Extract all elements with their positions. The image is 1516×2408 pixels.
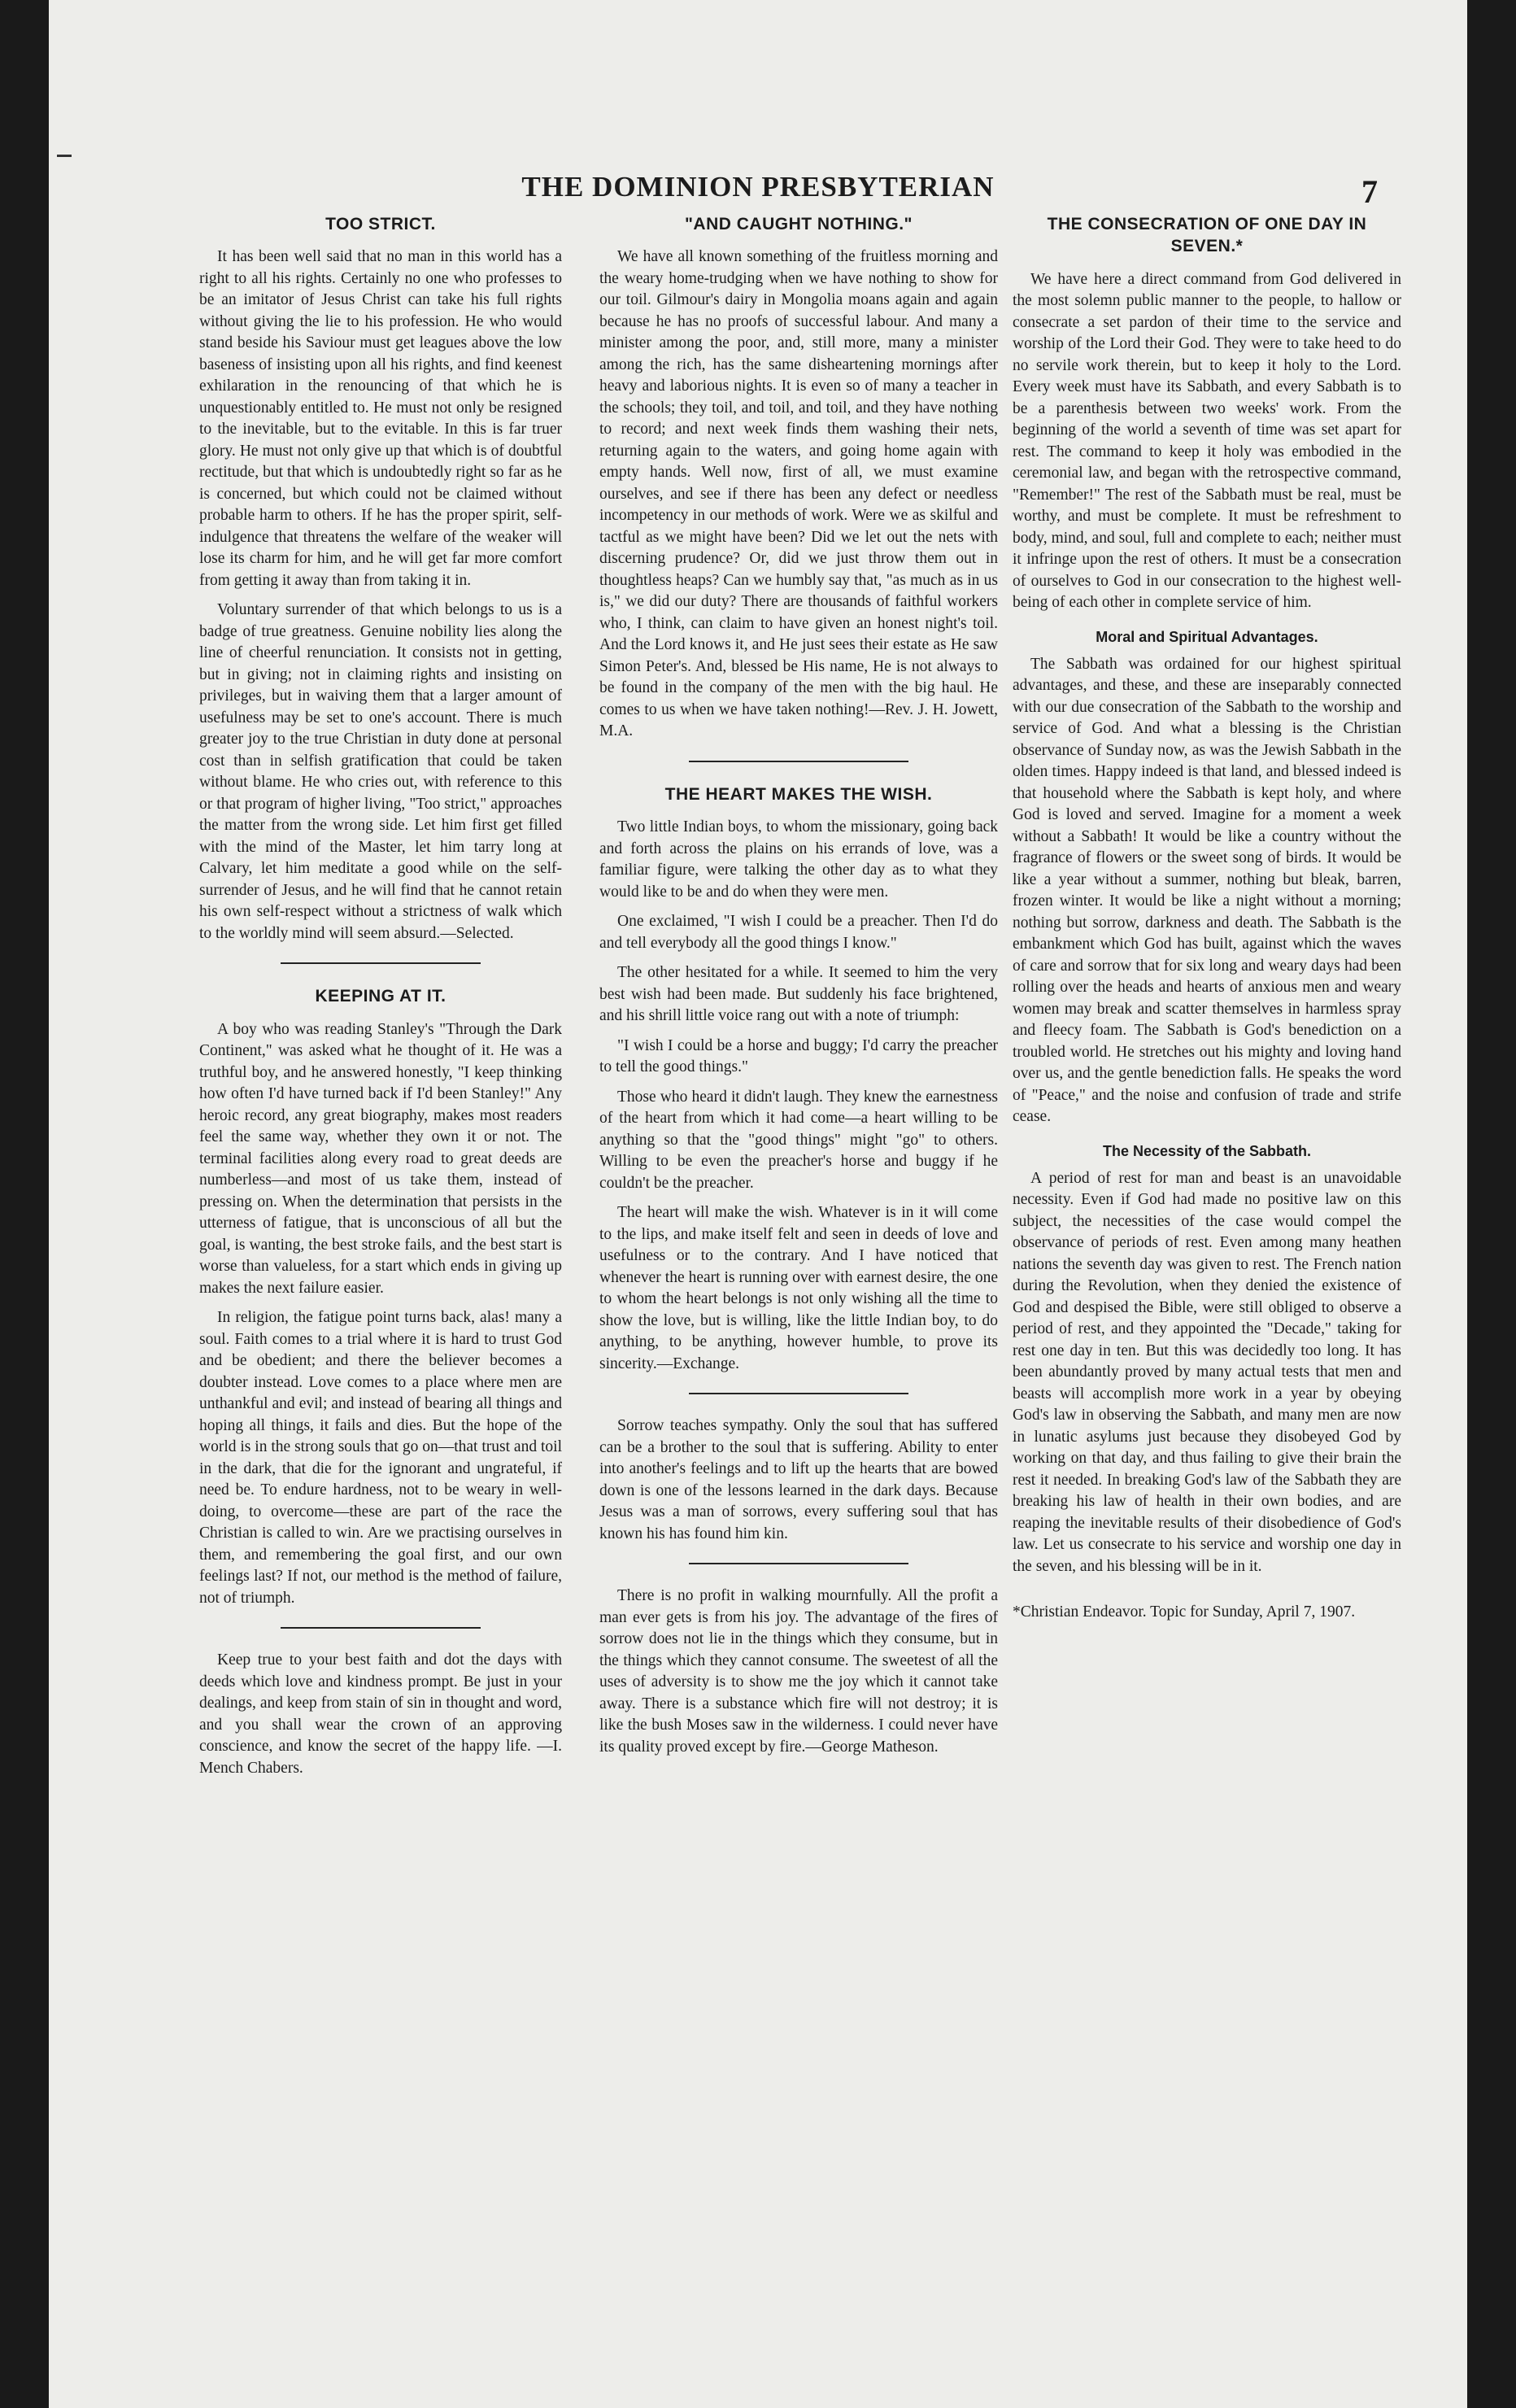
article-paragraph: A period of rest for man and beast is an unavoidable necessity. Even if God had made no positive law on this subject, the necessities of the case would compel the observance of periods of rest. Even among many heathen nations the seventh day was given to rest. The French nation during the Revolution, when they denied the existence of God and despised the Bible, were still obliged to observe a period of rest, and they appointed the "Decade," taking for rest one day in ten. But this was decidedly too long. It has been abundantly proved by many actual tests that men and beasts will accomplish more work in a year by obeying God's law in observing the Sabbath, and many men are now in lunatic asylums just because they disobeyed God by working on that day, and thus failing to give their brain the rest it needed. In breaking God's law of the Sabbath they are breaking his law of health in their own bodies, and are reaping the inevitable results of their disobedience of God's law. Let us consecrate to his service and worship one day in the seven, and his blessing will be in it.	[1013, 1169, 1401, 1575]
article-paragraph: A boy who was reading Stanley's "Through the Dark Continent," was asked what he thought of it. He was a truthful boy, and he answered honestly, "I keep thinking how often I'd have turned back if I'd been Stanley!" Any heroic record, any great biography, makes most readers feel the same way, whether they own it or not. The terminal facilities along every road to great deeds are numberless—and most of us take them, instead of pressing on. When the determination that persists in the utterness of fatigue, that is unconscious of all but the goal, is wanting, the best stroke fails, and the best start is worse than valueless, for a start which ends in giving up makes the next failure easier.	[199, 1020, 562, 1297]
article-paragraph: Two little Indian boys, to whom the missionary, going back and forth across the plains on his errands of love, was a familiar figure, were talking the other day as to what they would like to be and do when they were men.	[599, 818, 998, 901]
masthead: THE DOMINION PRESBYTERIAN	[521, 171, 995, 203]
article-paragraph: Voluntary surrender of that which belongs to us is a badge of true greatness. Genuine nobility lies along the line of cheerful renunciation. It consists not in getting, but in giving; not in claiming rights and insisting on privileges, but in waiving them that a larger amount of usefulness may be set to one's account. There is much greater joy to the true Christian in duty done at personal cost than in selfish gratification that could be taken without blame. He who cries out, with reference to this or that program of higher living, "Too strict," approaches the matter from the wrong side. Let him first get filled with the mind of the Master, let him tarry long at Calvary, let him meditate a good while on the self-surrender of Jesus, and he will find that he cannot retain his own self-respect without a strictness of walk which to the worldly mind will seem absurd.—Selected.	[199, 601, 562, 942]
subheading-necessity: The Necessity of the Sabbath.	[1102, 1142, 1312, 1159]
section-rule	[281, 962, 480, 964]
article-paragraph: There is no profit in walking mournfully. All the profit a man ever gets is from his joy. The advantage of the fires of sorrow does not lie in the things which they consume, but in the things which they cannot consume. The sweetest of all the uses of adversity is to show me the joy which it cannot take away. There is a substance which fire will not destroy; it is like the bush Moses saw in the wilderness. I could never have its quality proved except by fire.—George Matheson.	[599, 1587, 998, 1756]
footnote: *Christian Endeavor. Topic for Sunday, April 7, 1907.	[1013, 1603, 1356, 1621]
article-paragraph: In religion, the fatigue point turns back, alas! many a soul. Faith comes to a trial where it is hard to trust God and be obedient; and there the believer becomes a doubter instead. Love comes to a place where men are unthankful and evil; and instead of bearing all things and hoping all things, it fails and dies. But the hope of the world is in the strong souls that go on—that trust and toil in the dark, that die for the ignorant and ungrateful, if need be. To endure hardness, not to be weary in well-doing, to overcome—these are part of the race the Christian is called to win. Are we practising ourselves in them, and remembering the goal first, and our own feelings last? If not, our method is the method of failure, not of triumph.	[199, 1309, 562, 1607]
article-paragraph: It has been well said that no man in this world has a right to all his rights. Certainly no one who professes to be an imitator of Jesus Christ can take his full rights without giving the lie to his profession. He who would stand beside his Saviour must get leagues above the low baseness of insisting upon all his rights, and find keenest exhilaration in the renouncing of that which he is unquestionably entitled to. He must not only be resigned to the inevitable, but to the evitable. In this is far truer glory. He must not only give up that which is of doubtful rectitude, but that which is undoubtedly right so far as he is concerned, but which could not be claimed without probable harm to others. If he has the proper spirit, self-indulgence that threatens the welfare of the weaker will lose its charm for him, and he will get far more comfort from getting it away than from taking it in.	[199, 248, 562, 589]
newspaper-page	[49, 0, 1467, 2408]
article-paragraph: We have here a direct command from God delivered in the most solemn public manner to the people, to hallow or consecrate a set pardon of their time to the service and worship of the Lord their God. They were to take heed to do no servile work therein, but to keep it holy to the Lord. Every week must have its Sabbath, and every Sabbath is to be a parenthesis between two weeks' work. From the beginning of the world a seventh of time was set apart for rest. The command to keep it holy was embodied in the ceremonial law, and began with the retrospective command, "Remember!" The rest of the Sabbath must be real, must be worthy, and must be complete. It must be refreshment to body, mind, and soul, full and complete to each; neither must it infringe upon the rest of others. It must be a consecration of ourselves to God in our consecration to the highest well-being of each other in complete service of him.	[1013, 270, 1401, 612]
column-2	[599, 213, 998, 1766]
edge-mark	[57, 155, 72, 157]
article-paragraph: We have all known something of the fruitless morning and the weary home-trudging when we have nothing to show for our toil. Gilmour's dairy in Mongolia moans again and again because he has no proofs of successful labour. And many a minister among the poor, and, still more, many a minister among the rich, has the same disheartening mornings after heavy and laborious nights. It is even so of many a teacher in the schools; they toil, and toil, and toil, and they have nothing to record; and next week finds them washing their nets, returning again to the waters, and going home again with empty hands. Well now, first of all, we must examine ourselves, and see if there has been any defect or needless incompetency in our methods of work. Were we as skilful and tactful as we might have been? Did we let out the nets with discerning prudence? Or, did we just throw them out in thoughtless heaps? Can we humbly say that, "as much as in us is," we did our duty? There are thousands of faithful workers who, I think, can claim to have given an honest night's toil. And the Lord knows it, and He just sees their estate as He saw Simon Peter's. And, blessed be His name, He is not always to be found in the company of the men with the big haul. He comes to us when we have taken nothing!—Rev. J. H. Jowett, M.A.	[599, 248, 998, 740]
section-rule	[281, 1627, 480, 1629]
article-paragraph: "I wish I could be a horse and buggy; I'd carry the preacher to tell the good things."	[599, 1036, 998, 1076]
section-rule	[689, 761, 908, 762]
column-3	[1013, 213, 1401, 1632]
article-title-caught-nothing: "AND CAUGHT NOTHING."	[684, 215, 913, 233]
section-rule	[689, 1393, 908, 1394]
article-title-keeping-at-it: KEEPING AT IT.	[315, 987, 447, 1006]
subheading-moral-advantages: Moral and Spiritual Advantages.	[1096, 628, 1318, 645]
article-title-too-strict: TOO STRICT.	[325, 215, 436, 233]
article-title-heart-makes-wish: THE HEART MAKES THE WISH.	[664, 784, 933, 804]
article-paragraph: The other hesitated for a while. It seemed to him the very best wish had been made. But suddenly his face brightened, and his shrill little voice rang out with a note of triumph:	[599, 964, 998, 1025]
page-number: 7	[1361, 173, 1378, 210]
section-rule	[689, 1563, 908, 1564]
article-paragraph: The heart will make the wish. Whatever is in it will come to the lips, and make itself felt and seen in deeds of love and usefulness or to the contrary. And I have noticed that whenever the heart is running over with earnest desire, the one to whom the heart belongs is not only wishing all the time to show the love, but is willing, like the little Indian boy, to do anything, to be anything, however humble, to prove its sincerity.—Exchange.	[599, 1204, 998, 1372]
article-title-consecration: THE CONSECRATION OF ONE DAY IN SEVEN.*	[1047, 215, 1367, 256]
article-paragraph: The Sabbath was ordained for our highest spiritual advantages, and these, and these are inseparably connected with our due consecration of the Sabbath to the worship and service of God. And what a blessing is the Christian observance of Sunday now, as was the Jewish Sabbath in the olden times. Happy indeed is that land, and blessed indeed is that household where the Sabbath is kept holy, and where God is loved and served. Imagine for a moment a week without a Sabbath! It would be like a country without the fragrance of flowers or the sweet song of birds. It would be like a year without a summer, nothing but bleak, barren, frozen winter. It would be like a night without a morning; nothing but sorrow, darkness and death. The Sabbath is the embankment which God has built, against which the waves of care and sorrow that for six long and weary days had been rolling over the heads and hearts of anxious men and weary women may break and scatter themselves in harmless spray and fleecy foam. The Sabbath is God's benediction on a troubled world. He stretches out his mighty and loving hand over us, and the gentle benediction falls. He speaks the word of "Peace," and the noise and confusion of trade and strife cease.	[1013, 655, 1401, 1126]
article-paragraph: One exclaimed, "I wish I could be a preacher. Then I'd do and tell everybody all the good things I know."	[599, 913, 998, 952]
article-paragraph: Those who heard it didn't laugh. They knew the earnestness of the heart from which it had come—a heart willing to be anything so that the "good things" might "go" to others. Willing to be even the preacher's horse and buggy if he couldn't be the preacher.	[599, 1088, 998, 1192]
article-paragraph: Sorrow teaches sympathy. Only the soul that has suffered can be a brother to the soul that is suffering. Ability to enter into another's feelings and to lift up the hearts that are bowed down is one of the lessons learned in the dark days. Because Jesus was a man of sorrows, every suffering soul that has known his has found him kin.	[599, 1417, 998, 1542]
column-1	[199, 213, 562, 1787]
article-paragraph: Keep true to your best faith and dot the days with deeds which love and kindness prompt. Be just in your dealings, and keep from stain of sin in thought and word, and you shall wear the crown of an approving conscience, and know the secret of the happy life. —I. Mench Chabers.	[199, 1651, 562, 1777]
